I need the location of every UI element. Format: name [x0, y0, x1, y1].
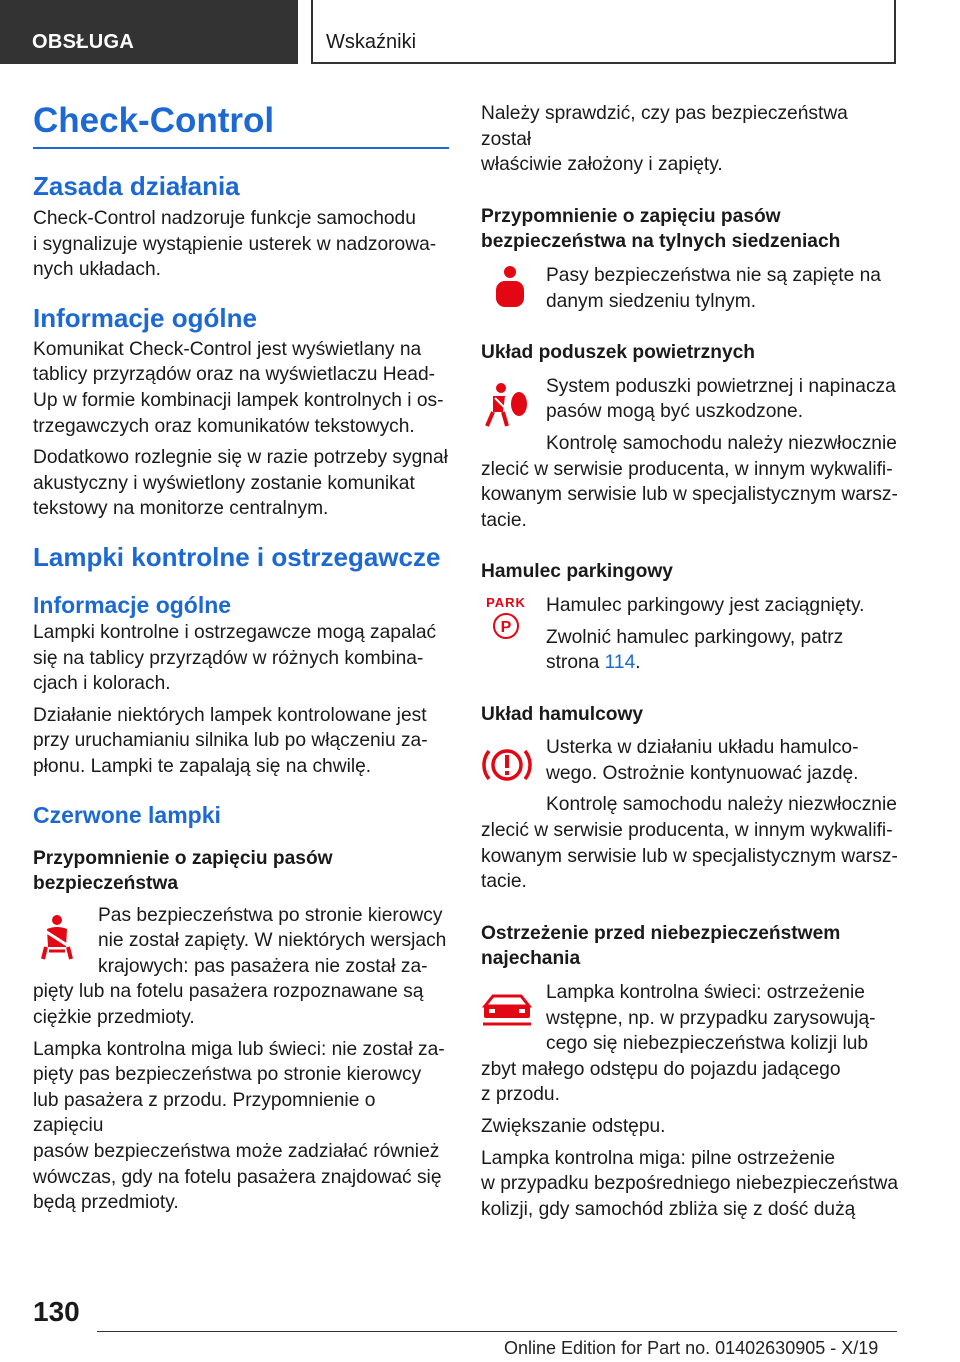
footer-rule [97, 1331, 897, 1332]
sprawdz-paragraph [481, 101, 901, 178]
dzialanie-paragraph [33, 703, 449, 780]
ostrz-indented [546, 980, 901, 1057]
title-rule [33, 147, 449, 149]
pasy-indented [98, 903, 449, 980]
text-line: Dodatkowo rozlegnie się w razie potrzeby sygnał [33, 447, 448, 469]
miga-right-paragraph [481, 1146, 901, 1223]
text-line: Przypomnienie o zapięciu pasów [33, 847, 333, 869]
collision-warning-icon [481, 990, 533, 1030]
text-line: zbyt małego odstępu do pojazdu jadącego [481, 1058, 841, 1080]
airbag-warning-icon [481, 382, 531, 428]
text-line: tacie. [481, 871, 527, 893]
text-line: trzegawczych oraz komunikatów tekstowych. [33, 415, 415, 437]
brake-warning-icon [481, 743, 533, 787]
heading-tylne [481, 204, 901, 255]
page-number: 130 [33, 1296, 80, 1327]
zwieksz-line: Zwiększanie odstępu. [481, 1116, 666, 1137]
heading-lampki: Lampki kontrolne i ostrzegawcze [33, 541, 441, 572]
text-line: ciężkie przedmioty. [33, 1007, 195, 1029]
text-line: tacie. [481, 509, 527, 531]
poduszki-indented [546, 374, 901, 457]
text-line: Lampka kontrolna świeci: ostrzeżenie [546, 982, 865, 1004]
text-line: tablicy przyrządów oraz na wyświetlaczu Head- [33, 364, 436, 386]
text-line: Pas bezpieczeństwa po stronie kierowcy [98, 904, 443, 926]
text-line: w przypadku bezpośredniego niebezpieczeństwa [481, 1173, 899, 1195]
page-title: Check-Control [33, 101, 275, 140]
heading-info-2: Informacje ogólne [33, 591, 232, 618]
text-line: Up w formie kombinacji lampek kontrolnych i os‐ [33, 389, 444, 411]
text-line: kolizji, gdy samochód zbliża się z dość dużą [481, 1198, 856, 1220]
park-brake-icon [486, 595, 526, 639]
tylne-indented [546, 263, 901, 314]
text-line: przy uruchamianiu silnika lub po włączeniu za‐ [33, 730, 428, 752]
ostrz-block [481, 980, 901, 1108]
text-line: będą przedmioty. [33, 1192, 179, 1214]
section-tab: OBSŁUGA [0, 0, 298, 64]
text-line: Lampka kontrolna miga lub świeci: nie został za‐ [33, 1038, 445, 1060]
seatbelt-warning-icon [33, 913, 81, 963]
left-column [33, 95, 449, 1216]
text-line: Usterka w działaniu układu hamulco‐ [546, 737, 859, 759]
hamulec-indented [546, 593, 901, 676]
poduszki-block [481, 374, 901, 534]
text-line: krajowych: pas pasażera nie został za‐ [98, 955, 428, 977]
text-line: zlecić w serwisie producenta, w innym wykwalifi‐ [481, 820, 893, 842]
strona-suffix: . [635, 652, 641, 674]
park-label: PARK [486, 594, 526, 610]
strona-line [546, 650, 901, 676]
text-line: cjach i kolorach. [33, 673, 171, 695]
text-line: System poduszki powietrznej i napinacza [546, 375, 896, 397]
text-line: i sygnalizuje wystąpienie usterek w nadzorowa‐ [33, 233, 437, 255]
heading-czerwone: Czerwone lampki [33, 801, 221, 828]
strona-prefix: strona [546, 652, 605, 674]
heading-poduszki: Układ poduszek powietrznych [481, 342, 756, 364]
text-line: nie został zapięty. W niektórych wersjach [98, 930, 447, 952]
text-line: Pasy bezpieczeństwa nie są zapięte na [546, 264, 881, 286]
tylne-block [481, 263, 901, 314]
text-line: Lampka kontrolna miga: pilne ostrzeżenie [481, 1147, 836, 1169]
text-line: wówczas, gdy na fotelu pasażera znajdować się [33, 1166, 442, 1188]
text-line: Kontrolę samochodu należy niezwłocznie [546, 794, 897, 816]
text-line: bezpieczeństwa [33, 873, 179, 895]
heading-ostrz [481, 921, 901, 972]
text-line: najechania [481, 948, 581, 970]
text-line: kowanym serwisie lub w specjalistycznym warsz‐ [481, 484, 898, 506]
text-line: Check-Control nadzoruje funkcje samochodu [33, 208, 416, 229]
text-line: wego. Ostrożnie kontynuować jazdę. [546, 762, 859, 784]
text-line: nych układach. [33, 259, 161, 281]
hamulec-block [481, 593, 901, 676]
heading-info: Informacje ogólne [33, 302, 257, 333]
miga-paragraph [33, 1037, 449, 1216]
heading-zasada: Zasada działania [33, 171, 240, 201]
text-line: Komunikat Check-Control jest wyświetlany na [33, 338, 422, 360]
text-line: akustyczny i wyświetlony zostanie komunikat [33, 472, 415, 494]
dodatkowo-paragraph [33, 445, 449, 522]
text-line: Przypomnienie o zapięciu pasów [481, 205, 781, 227]
text-line: danym siedzeniu tylnym. [546, 290, 757, 312]
text-line: Zwolnić hamulec parkingowy, patrz [546, 626, 844, 648]
text-line: się na tablicy przyrządów w różnych kombina‐ [33, 647, 424, 669]
chapter-tab: Wskaźniki [311, 0, 896, 64]
pasy-block [33, 903, 449, 1031]
right-column [481, 101, 901, 1222]
lampki-paragraph [33, 620, 449, 697]
heading-hamulcowy: Układ hamulcowy [481, 703, 644, 725]
zasada-paragraph [33, 206, 449, 283]
text-line: właściwie założony i zapięty. [481, 154, 723, 176]
text-line: Działanie niektórych lampek kontrolowane jest [33, 704, 427, 726]
heading-pasy [33, 846, 449, 897]
park-p: P [493, 613, 519, 639]
text-line: Ostrzeżenie przed niebezpieczeństwem [481, 922, 841, 944]
edition-text: Online Edition for Part no. 01402630905 - X/19 [504, 1338, 879, 1358]
text-line: z przodu. [481, 1084, 560, 1106]
text-line: bezpieczeństwa na tylnych siedzeniach [481, 231, 841, 253]
info-paragraph [33, 337, 449, 439]
hamulcowy-indented [546, 735, 901, 818]
text-line: pięty pas bezpieczeństwa po stronie kierowcy [33, 1064, 422, 1086]
text-line: pasów bezpieczeństwa może zadziałać również [33, 1141, 440, 1163]
text-line: Kontrolę samochodu należy niezwłocznie [546, 432, 897, 454]
text-line: płonu. Lampki te zapalają się na chwilę. [33, 755, 372, 777]
text-line: Hamulec parkingowy jest zaciągnięty. [546, 594, 865, 616]
text-line: wstępne, np. w przypadku zarysowują‐ [546, 1007, 876, 1029]
text-line: Należy sprawdzić, czy pas bezpieczeństwa został [481, 103, 848, 150]
text-line: zlecić w serwisie producenta, w innym wykwalifi‐ [481, 458, 893, 480]
text-line: pasów mogą być uszkodzone. [546, 401, 804, 423]
heading-hamulec: Hamulec parkingowy [481, 561, 673, 583]
text-line: cego się niebezpieczeństwa kolizji lub [546, 1033, 869, 1055]
text-line: kowanym serwisie lub w specjalistycznym warsz‐ [481, 845, 898, 867]
page-link[interactable]: 114 [604, 652, 636, 674]
text-line: Lampki kontrolne i ostrzegawcze mogą zapalać [33, 621, 437, 643]
rear-seat-icon [493, 265, 527, 309]
text-line: tekstowy na monitorze centralnym. [33, 498, 329, 520]
hamulcowy-block [481, 735, 901, 895]
text-line: pięty lub na fotelu pasażera rozpoznawane są [33, 981, 424, 1003]
text-line: lub pasażera z przodu. Przypomnienie o zapięciu [33, 1089, 376, 1137]
